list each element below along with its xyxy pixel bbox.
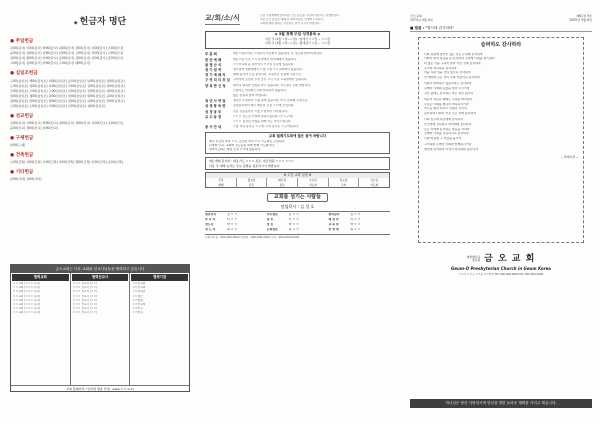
announcement-text: 신청서는 안내데스크에 비치되어 있습니다. (233, 88, 287, 92)
issue-date: 2005년 3월 6일 (569, 18, 592, 22)
staff-table (205, 211, 390, 235)
welcome-line: 교회에 대한 문의는 사무실로 연락 주시기 바랍니다. (260, 22, 321, 25)
announcement-key: 경 기 권 역 (205, 68, 222, 72)
partner-line: ㅇㅇㅇ 선교사 (ㅇㅇ) (72, 307, 98, 311)
staff-role: 사무장로 (266, 213, 278, 217)
bible-reading-heading: ◈ 3월 첫째 주일 성경통독 ◈ (274, 32, 321, 37)
church-identity (410, 253, 592, 276)
staff-name: 이 ㅇ ㅇ (288, 218, 299, 222)
poem-line: 감사하라 너희가 가진 모든 것에 감사하라 (424, 111, 477, 115)
partner-line: ㅇㅇㅇ 선교사 (ㅇㅇ) (72, 282, 98, 285)
schedule-text: 화요일 (278, 178, 287, 183)
schedule-text: 월요일 (247, 178, 256, 183)
bullet-icon: ● (10, 113, 16, 119)
poem-line: 이 세상의 모든 것이 주의 선물이니 감사하라 (424, 75, 480, 79)
church-english-name: Geum-O Presbyterian Church in Geum Korea (451, 266, 551, 272)
partner-box (10, 264, 190, 392)
contact-line: 교회사무실 : 000-000-0000 목양실 : 000-000-0000 사택 : 000-0000-0000 (205, 236, 300, 240)
staff-role: 전 도 사 (205, 228, 216, 232)
partner-line: ㅇㅇ교회 (ㅇㅇㅇ 목사) (13, 302, 41, 306)
offering-title: ◆ 헌금자 명단 (73, 17, 127, 27)
poem-line: 범사에 감사하라 이것이 하나님의 뜻이니라 (424, 148, 478, 152)
schedule-cell (267, 178, 298, 188)
partner-line: ㅇㅇ병원 (132, 311, 143, 315)
announcement-list (205, 52, 390, 130)
poem-body (424, 53, 578, 153)
announcement-text: ㅇ월 식당 봉사는 ㅇ구역, 주차 봉사는 ㅇ구역입니다. (233, 125, 299, 129)
offering-line: 김00(선교) 이00(선교) 박00(선교) 최00(선교) 정00(선교) 강00(선교) 조00(선교) (10, 120, 124, 125)
offering-line: 엄00(십일조) 채00(십일조) 원00(십일조) 천00(십일조) 방00(십일조) 공00(십일조) (10, 93, 125, 98)
staff-role: 부 목 사 (205, 218, 216, 222)
partner-line: ㅇㅇ학교 (132, 307, 143, 311)
poem-line: 고난 중에도 감사하는 자는 복이 있나니 (424, 91, 474, 95)
poem-line: 주님은 너희를 떠나지 아니하시리라 (424, 102, 469, 106)
offering-section (10, 114, 190, 131)
partner-line: ㅇㅇㅇ 선교사 (ㅇㅇ) (72, 286, 98, 290)
poem-line: 주리지 아니하니 감사하라 (424, 66, 457, 70)
offering-line: 윤00(감사) 장00(감사) 임00(감사) 한00(감사) 오00(감사) 서00(감사) 신00(감사) (10, 51, 124, 56)
schedule-text: 휴무 (248, 183, 255, 188)
schedule-text: 수요일 (308, 178, 317, 183)
poem-box (418, 37, 584, 243)
offering-section (10, 39, 190, 66)
service-notice-line: 3월 예배 봉사자 : 대표기도 ㅇㅇㅇ 장로, 헌금위원 ㅇㅇㅇ ㅇㅇㅇ (209, 159, 294, 164)
partner-column (11, 273, 71, 385)
offering-line: 윤00(선교) 장00(선교) 임00(선교) (10, 125, 58, 130)
prayer-meeting-line: 매주 수요일 저녁 ㅇ시, 금요일 저녁 ㅇ시 기도회로 모입니다. (209, 139, 286, 143)
motto-banner: 하나님은 당신 사랑하시며 당신을 향한 놀라운 계획을 가지고 계십니다. (410, 399, 592, 408)
staff-name: 김 ㅇ ㅇ (227, 213, 238, 217)
service-notice-line: 다음 주 예배 순서는 주보 뒷면을 참조하시기 바랍니다. (209, 164, 281, 169)
offering-line: 현00(십일조) 함00(십일조) 변00(십일조) 염00(십일조) 여00(십일조) 추00(십일조) (10, 98, 125, 103)
church-address: ㅇㅇ시 ㅇㅇ구 ㅇㅇ동 ㅇㅇ번지 TEL 000-000-0000 FAX 000-000-0000 (458, 272, 544, 276)
offering-section-heading: ● 십일조헌금 (10, 71, 38, 77)
issue-number: 제61권 9호 (576, 14, 592, 18)
partner-line: ㅇㅇㅇ 선교사 (ㅇㅇ) (72, 294, 98, 298)
poem-line: 부모에게 감사하고 자녀에게 감사하라 (424, 123, 472, 127)
partner-line: ㅇㅇㅇ 선교사 (ㅇㅇ) (72, 311, 98, 315)
partner-line: ㅇㅇ교회 (ㅇㅇㅇ 목사) (13, 294, 41, 298)
poem-line: 그리하면 주께서 너희와 함께하시리라 (424, 143, 472, 147)
poem-line: 너희가 살아 있음을 늘 감사하라 주님께 너희를 살리셨다 (424, 57, 495, 61)
welcome-line: 오늘 주일예배에 참석하신 모든 분들을 주님의 이름으로 환영합니다. (260, 14, 340, 17)
prayer-meeting-box (205, 132, 390, 154)
offering-section-heading: ● 주일헌금 (10, 39, 34, 45)
partner-line: ㅇㅇㅇ 선교사 (ㅇㅇ) (72, 290, 98, 294)
poem-source: -- 작자미상 -- (560, 154, 578, 159)
poem-line: 너희 심령에 평안이 있는 것은 주님께 감사하라 (424, 52, 483, 56)
offering-column (10, 14, 190, 410)
poem-line: 마음이 괴로운 때에도 주님을 바라보라 (424, 98, 473, 102)
schedule-text: 기도회 (308, 183, 317, 188)
poem-line: 너희가 슬퍼하고 있을지라도 감사하라 (424, 82, 472, 86)
staff-role: 재 정 부 (328, 218, 339, 222)
schedule-cell (206, 178, 237, 188)
offering-section (10, 71, 190, 108)
staff-role: 장 로 (266, 218, 274, 222)
bullet-icon: ● (10, 71, 16, 77)
offering-section (10, 170, 190, 182)
announcement-text: 예배 봉사자 모집 중입니다. 교육부로 신청해 주십시오. (233, 73, 302, 77)
announcement-text: 새가족 양육반 신청을 받고 있습니다. 사무실로 문의 바랍니다. (233, 83, 312, 87)
issue-info (410, 14, 592, 22)
schedule-text: 주일 (218, 178, 224, 183)
partner-column (130, 273, 189, 385)
staff-name: 이 ㅇ ㅇ (227, 218, 238, 222)
schedule-cell (329, 178, 360, 188)
offering-section-heading: ● 기타헌금 (10, 170, 34, 176)
offering-section-heading: ● 구제헌금 (10, 135, 34, 141)
poem-line: 주께서 너희의 눈물을 닦아 주시리라 (424, 86, 470, 90)
welcome-line: 처음 오신 분들은 예배 후 새가족실로 안내해 드립니다. (260, 18, 324, 21)
announcement-key: 봉 사 안 내 (205, 125, 222, 130)
weekly-schedule-heading: ※ 주간 교회 일정 ※ (206, 173, 389, 178)
staff-name: 최 ㅇ ㅇ (288, 228, 299, 232)
prayer-meeting-heading: 교회 월례기도회에 많은 참여 바랍니다 (268, 134, 327, 139)
partner-line: ㅇㅇ교회 (ㅇㅇㅇ 목사) (13, 298, 41, 302)
poem-line: 주께서 너희를 사랑하시니 감사하라 (424, 132, 469, 136)
partner-line: ㅇㅇ선교회 (132, 282, 146, 285)
offering-line: 류00(기타) 전00(기타) (10, 177, 42, 182)
staff-title: 교회를 섬기는 사람들 (205, 193, 390, 202)
partner-line: ㅇㅇㅇ 선교사 (ㅇㅇ) (72, 302, 98, 306)
poem-line: 더 많은 것을 구하지 말라 가진 것에 감사하라 (424, 61, 481, 65)
issue-church: 금오교회 (410, 14, 422, 18)
staff-row (205, 228, 390, 233)
bible-reading-line: 지난 주 (2월 ㅇ일~ㅇ일) : 창세기 ㅇㅇ장 ~ ㅇㅇ장 (265, 37, 330, 42)
partner-column-heading: 협력교회 (12, 274, 69, 281)
announcement-text: 3월 ㅇ일 오후 ㅇ시 본당에서 한선예배가 있습니다. (233, 57, 298, 61)
announcement-key: 청 년 사 역 팀 (205, 99, 226, 104)
offering-line: 주00(십일조) 우00(십일조) 구00(십일조) 민00(십일조) 진00(십일조) 지00(십일조) (10, 88, 125, 93)
prayer-meeting-line: 나라와 민족, 교회와 성도들을 위해 함께 기도합시다. (209, 143, 275, 147)
announcement-text: ㅇㅇ선교회 봄 결산식이 ㅇㅇ일 오후에 있습니다. (233, 62, 295, 66)
partner-line: ㅇㅇ교회 (ㅇㅇㅇ 목사) (13, 282, 41, 285)
schedule-cell (298, 178, 329, 188)
poem-line: 먹을 것과 입을 것이 있으니 감사하라 (424, 71, 471, 75)
offering-line: 한00(구제) (10, 142, 26, 147)
partner-line: ㅇㅇ교회 (ㅇㅇㅇ 목사) (13, 290, 41, 294)
offering-line: 구00(십일조) 백00(십일조) 허00(십일조) 유00(십일조) 남00(십일조) 심00(십일조) (10, 78, 125, 83)
schedule-text: 구역 (340, 183, 347, 188)
triangle-icon: ◆ (73, 20, 78, 26)
staff-role: 전도사 (205, 223, 214, 227)
announcement-row (205, 125, 390, 130)
schedule-text: 금요일 (370, 178, 379, 183)
announcement-key: 교 우 동 정 (205, 114, 222, 119)
offering-line: 권00(감사) 황00(감사) 안00(감사) 송00(감사) 류00(감사) 전00(감사) 홍00(감사) (10, 56, 124, 61)
offering-line: 고00(감사) 문00(감사) 양00(감사) 손00(감사) 배00(감사) (10, 61, 91, 66)
announcement-key: 경 기 예 배 자 (205, 73, 226, 78)
announcement-text: 경기권역 연합예배가 ㅇ월 ㅇ일 ㅇㅇ교회에서 있습니다. (233, 68, 303, 71)
bullet-icon: ● (10, 152, 16, 158)
service-notice-box (205, 157, 390, 170)
partner-line: ㅇㅇ교회 (ㅇㅇㅇ 목사) (13, 286, 41, 290)
offering-section-heading: ● 건축헌금 (10, 152, 34, 158)
senior-pastor: 담임목사 : 김 성 호 (280, 204, 315, 209)
offering-line: 오00(건축) 서00(건축) 신00(건축) 권00(건축) 황00(건축) 안00(건축) 송00(건축) (10, 160, 124, 165)
offering-line: 김00(감사) 이00(감사) 박00(감사) 최00(감사) 정00(감사) 강00(감사) 조00(감사) (10, 46, 124, 51)
news-title: 교/회/소/식 (205, 14, 240, 25)
welcome-notes (260, 14, 390, 26)
partner-columns (11, 273, 189, 385)
church-name: 금 오 교 회 (484, 254, 536, 264)
partner-line: ㅇㅇ선교회 (132, 302, 146, 306)
offering-line: 노00(십일조) 정00(십일조) 하00(십일조) 곽00(십일조) 성00(십일조) 차00(십일조) (10, 83, 125, 88)
schedule-text: 기도회 (370, 183, 379, 188)
announcement-key: 성 경 통 독 반 (205, 104, 226, 109)
bullet-icon: ● (10, 170, 16, 176)
issue-founded: 1973년 4월 4일 (410, 18, 433, 22)
announcement-text: 수요 성경공부가 ㅇ월 ㅇ일부터 시작됩니다. (233, 109, 288, 113)
staff-role: 원로목사 (205, 213, 217, 217)
partner-column (71, 273, 131, 385)
partner-line: ㅇㅇ협회 (132, 298, 143, 302)
announcement-key: 양 육 반 신 청 (205, 83, 226, 88)
partner-header: 금오교회는 다음 교회와 선교사님들을 협력하고 있습니다 (11, 265, 189, 273)
staff-name: 김 ㅇ ㅇ (350, 213, 361, 217)
sermon-title: ■ 말씀 : "범사에 감사하라" (410, 26, 592, 32)
partner-line: ㅇㅇㅇ 선교사 (ㅇㅇ) (72, 298, 98, 302)
announcement-text: 많은 관심과 참여 바랍니다. (233, 93, 268, 97)
offering-line: 도00(십일조) 소00(십일조) 석00(십일조) 선00(십일조) 설00(십일조) (10, 103, 106, 108)
poem-line: 너희 친구와 이웃에게 감사하라 (424, 118, 464, 122)
partner-line: ㅇㅇ재단 (132, 294, 143, 298)
staff-role: 교 육 부 (328, 223, 339, 227)
announcement-key: 부 흥 회 (205, 52, 217, 57)
cover-column (410, 14, 592, 410)
bullet-icon: ● (10, 39, 16, 45)
partner-line: ㅇㅇ선교회 (132, 286, 146, 290)
schedule-text: 목요일 (339, 178, 348, 183)
announcement-text: 구역리더 모임이 주일 오후 ㅇ시 ㅇ층 교육실에서 있습니다. (233, 78, 308, 82)
staff-name: 최 ㅇ ㅇ (350, 228, 361, 232)
offering-sections (10, 34, 190, 272)
announcement-key: 성 경 공 부 (205, 109, 222, 114)
staff-name: 박 ㅇ ㅇ (288, 223, 299, 227)
staff-name: 박 ㅇ ㅇ (350, 223, 361, 227)
bible-reading-line: 이번 주 (3월 ㅇ일~ㅇ일) : 출애굽기 ㅇ장 ~ ㅇㅇ장 (265, 41, 330, 46)
staff-role: 장 로 (266, 223, 274, 227)
staff-role: 관리집사 (328, 213, 340, 217)
poem-line: 너희 마음에 그 사랑을 품으라 (424, 136, 462, 140)
announcement-text: 3월 ㅇ일(주일)~ㅇ일(수) 부흥회가 있습니다. 온 성도의 참여 바랍니다. (233, 52, 323, 56)
partner-footer: 교회 홈페이지 / 인터넷 방송 안내 : www.ㅇㅇ.or.kr (11, 385, 189, 392)
staff-name: 김 ㅇ ㅇ (288, 213, 299, 217)
partner-line: ㅇㅇ교회 (ㅇㅇㅇ 목사) (13, 311, 41, 315)
prayer-meeting-line: 새벽기도회는 매일 오전 ㅇ시에 있습니다. (209, 147, 262, 151)
announcement-text: ㅇㅇㅇ 집사님 가정을 위해 기도 부탁드립니다. (233, 119, 292, 123)
staff-name: 최 ㅇ ㅇ (227, 228, 238, 232)
schedule-cell (237, 178, 268, 188)
bible-reading-box (205, 31, 390, 49)
partner-column-heading: 협력선교사 (72, 274, 129, 281)
poem-title: 슬퍼하도 감사하라 (480, 42, 522, 48)
poem-line: 모든 이에게 감사하는 마음을 가지라 (424, 127, 470, 131)
news-column (205, 14, 390, 410)
schedule-cell (359, 178, 389, 188)
offering-section (10, 153, 190, 165)
offering-section-heading: ● 선교헌금 (10, 113, 34, 119)
announcement-text: 청년부 수련회가 ㅇ월 중에 있습니다. 미리 준비해 주십시오. (233, 99, 309, 103)
staff-name: 박 ㅇ ㅇ (227, 223, 238, 227)
announcement-key: 한 선 예 배 (205, 57, 222, 62)
partner-column-heading: 협력기관 (131, 274, 188, 281)
announcement-key: 구 역 리 더 모 임 (205, 78, 230, 83)
poem-line: 어두운 밤이 지나고 아침이 오리라 (424, 107, 467, 111)
bullet-icon: ● (10, 135, 16, 141)
staff-role: 은퇴장로 (266, 228, 278, 232)
announcement-key: 봄 결 산 식 (205, 62, 222, 67)
denomination: 대한예수교 장로회 (466, 254, 481, 263)
staff-name: 이 ㅇ ㅇ (350, 218, 361, 222)
weekly-schedule-grid (206, 178, 389, 188)
schedule-text: 통독 (279, 183, 285, 188)
offering-section (10, 136, 190, 148)
partner-line: ㅇㅇ교회 (ㅇㅇㅇ 목사) (13, 307, 41, 311)
announcement-text: 성경통독반이 매주 화요일 오전 ㅇ시에 모입니다. (233, 104, 295, 108)
schedule-text: 예배 (218, 183, 224, 188)
weekly-schedule (205, 172, 390, 188)
staff-role: 찬 양 대 (328, 228, 339, 232)
announcement-text: ㅇㅇㅇ 성도님 가정에 축하드립니다. (ㅇㅇ구역) (233, 114, 293, 118)
partner-line: ㅇㅇ복지관 (132, 290, 146, 294)
